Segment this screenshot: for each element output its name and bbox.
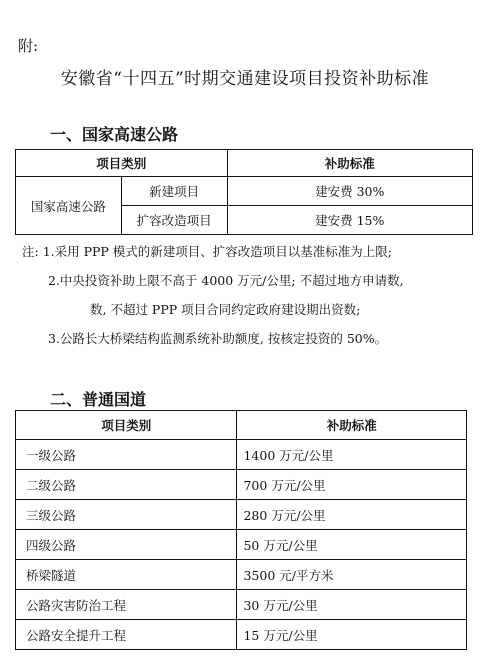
project-type-cell: 四级公路 bbox=[16, 530, 237, 560]
document-title: 安徽省“十四五”时期交通建设项目投资补助标准 bbox=[60, 69, 430, 89]
section1-header-col2: 补助标准 bbox=[227, 150, 472, 177]
project-type-cell: 公路灾害防治工程 bbox=[16, 590, 237, 620]
table-row bbox=[16, 470, 467, 500]
note-line-1 bbox=[22, 237, 482, 266]
project-type-cell: 扩容改造项目 bbox=[121, 206, 227, 235]
table-row bbox=[16, 440, 467, 470]
project-type-cell: 桥梁隧道 bbox=[16, 560, 237, 590]
section1-heading: 一、国家高速公路 bbox=[50, 125, 179, 144]
section1-header-col1: 项目类别 bbox=[16, 150, 228, 177]
section1-table-header bbox=[16, 150, 473, 177]
section1-table bbox=[15, 149, 473, 235]
note-line-2b: 数, 不超过 PPP 项目合同约定政府建设期出资数; bbox=[90, 302, 361, 317]
note-1-text: 1.采用 PPP 模式的新建项目、扩容改造项目以基准标准为上限; bbox=[42, 244, 393, 259]
note-line-3: 3.公路长大桥梁结构监测系统补助额度, 按核定投资的 50%。 bbox=[48, 331, 388, 346]
project-type-cell: 新建项目 bbox=[121, 177, 227, 206]
standard-cell: 50 万元/公里 bbox=[237, 530, 467, 560]
section2-table-header bbox=[16, 411, 467, 440]
table-row bbox=[16, 560, 467, 590]
section1-group-label: 国家高速公路 bbox=[16, 177, 122, 235]
section2-header-col1: 项目类别 bbox=[16, 411, 237, 440]
section2-header-col2: 补助标准 bbox=[237, 411, 467, 440]
notes-block bbox=[22, 237, 482, 353]
standard-cell: 1400 万元/公里 bbox=[237, 440, 467, 470]
standard-cell: 700 万元/公里 bbox=[237, 470, 467, 500]
section2-table bbox=[15, 410, 467, 650]
standard-cell: 15 万元/公里 bbox=[237, 620, 467, 650]
standard-cell: 30 万元/公里 bbox=[237, 590, 467, 620]
note-line-2a: 2.中央投资补助上限不高于 4000 万元/公里; 不超过地方申请数, bbox=[48, 273, 404, 288]
table-row bbox=[16, 500, 467, 530]
standard-cell: 建安费 30% bbox=[227, 177, 472, 206]
project-type-cell: 二级公路 bbox=[16, 470, 237, 500]
table-row bbox=[16, 177, 473, 206]
standard-cell: 3500 元/平方米 bbox=[237, 560, 467, 590]
standard-cell: 280 万元/公里 bbox=[237, 500, 467, 530]
table-row bbox=[16, 620, 467, 650]
table-row bbox=[16, 530, 467, 560]
notes-prefix: 注: bbox=[22, 244, 39, 259]
project-type-cell: 一级公路 bbox=[16, 440, 237, 470]
attachment-label: 附: bbox=[18, 37, 39, 55]
section2-heading: 二、普通国道 bbox=[50, 390, 147, 409]
standard-cell: 建安费 15% bbox=[227, 206, 472, 235]
project-type-cell: 公路安全提升工程 bbox=[16, 620, 237, 650]
project-type-cell: 三级公路 bbox=[16, 500, 237, 530]
table-row bbox=[16, 590, 467, 620]
